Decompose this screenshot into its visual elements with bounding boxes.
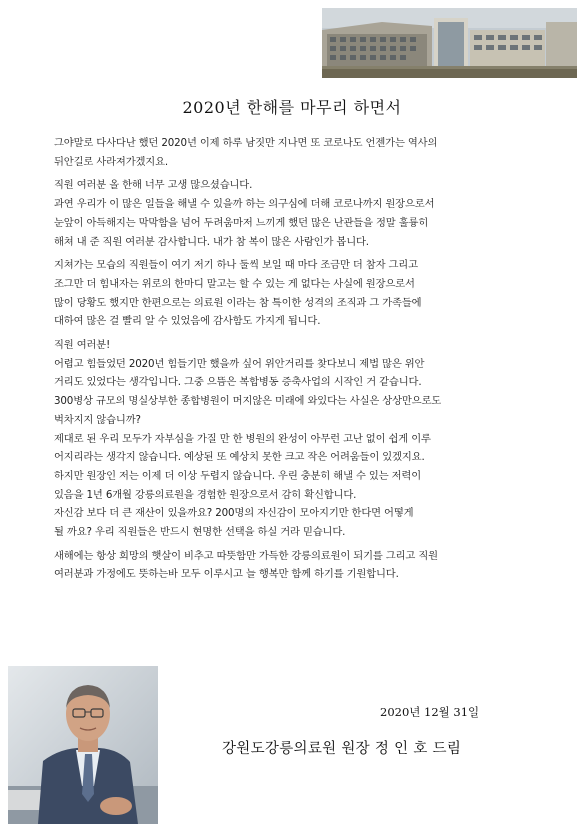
paragraph [54,176,538,251]
paragraph-line: 어렵고 힘들었던 2020년 힘들기만 했을까 싶어 위안거리를 찾다보니 제법 많은 위안 [54,357,425,370]
director-portrait-photo [8,666,158,824]
paragraph [54,256,538,331]
paragraph-line: 많이 당황도 했지만 한편으로는 의료원 이라는 참 특이한 성격의 조직과 그 가족들에 [54,296,422,309]
paragraph-line: 그야말로 다사다난 했던 2020년 이제 하루 남짓만 지나면 또 코로나도 언젠가는 역사의 [54,137,438,149]
paragraph-line: 300병상 규모의 명실상부한 종합병원이 머지않은 미래에 와있다는 사실은 상상만으로도 [54,395,442,408]
paragraph-line: 거리도 있었다는 생각입니다. 그중 으뜸은 복합병동 증축사업의 시작인 거 같습니다. [54,376,422,389]
paragraph-line: 여러분과 가정에도 뜻하는바 모두 이루시고 늘 행복만 함께 하기를 기원합니다. [54,568,399,581]
letter-title: 2020년 한해를 마무리 하면서 [182,98,402,117]
paragraph-line: 새해에는 항상 희망의 햇살이 비추고 따뜻함만 가득한 강릉의료원이 되기를 그리고 직원 [54,549,438,562]
paragraph-line: 직원 여러분 올 한해 너무 고생 많으셨습니다. [54,179,253,192]
paragraph-line: 될 까요? 우리 직원들은 반드시 현명한 선택을 하실 거라 믿습니다. [54,526,346,539]
paragraph-line: 자신감 보다 더 큰 재산이 있을까요? 200명의 자신감이 모아지기만 한다면 어떻게 [54,507,414,520]
hospital-building-photo [322,8,577,78]
paragraph-line: 제대로 된 우리 모두가 자부심을 가질 만 한 병원의 완성이 아무런 고난 없이 쉽게 이루 [54,432,431,445]
paragraph-line: 해쳐 내 준 직원 여러분 감사합니다. 내가 참 복이 많은 사람인가 봅니다. [54,235,369,248]
paragraph-line: 과연 우리가 이 많은 일들을 해낼 수 있을까 하는 의구심에 더해 코로나까지 원장으로서 [54,198,435,211]
paragraph-line: 있음을 1년 6개월 강릉의료원을 경험한 원장으로서 감히 확신합니다. [54,488,357,501]
letter-date: 2020년 12월 31일 [380,705,480,719]
paragraph-line: 어지리라는 생각지 않습니다. 예상된 또 예상치 못한 크고 작은 어려움들이 있겠지요. [54,451,425,464]
paragraph-line: 직원 여러분! [54,339,111,352]
paragraph-line: 조그만 더 힘내자는 위로의 한마디 말고는 할 수 있는 게 없다는 사실에 원장으로서 [54,277,415,290]
letter-signature: 강원도강릉의료원 원장 정 인 호 드림 [222,741,462,757]
paragraph-line: 벅차지지 않습니까? [54,413,141,426]
paragraph-line: 뒤안길로 사라져가겠지요. [54,155,169,168]
paragraph [54,336,538,542]
paragraph [54,547,538,584]
paragraph-line: 눈앞이 아득해지는 막막함을 넘어 두려움마저 느끼게 했던 많은 난관들을 정말 훌륭히 [54,216,429,229]
paragraph-line: 지쳐가는 모습의 직원들이 여기 저기 하나 둘씩 보일 때 마다 조금만 더 참자 그리고 [54,259,418,272]
paragraph-line: 대하여 많은 걸 빨리 알 수 있었음에 감사함도 가지게 됩니다. [54,315,321,328]
paragraph-line: 하지만 원장인 저는 이제 더 이상 두렵지 않습니다. 우린 충분히 해낼 수 있는 저력이 [54,469,422,482]
paragraph [54,134,538,171]
letter-body [54,134,538,589]
